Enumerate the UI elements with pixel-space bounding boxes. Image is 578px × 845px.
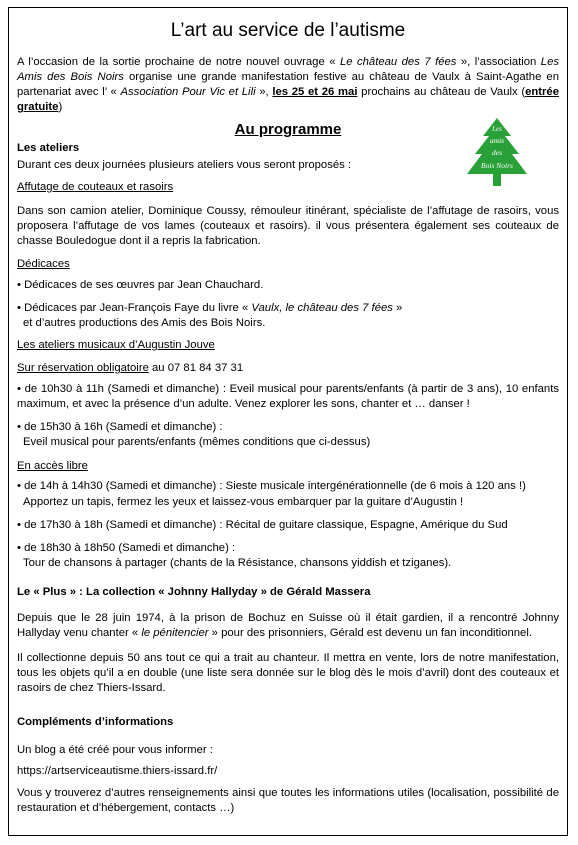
book-title: Le château des 7 fées [339,56,457,68]
plus-text: » pour des prisonniers, Gérald est devenu un fan inconditionnel. [208,627,532,639]
plus-heading: Le « Plus » : La collection « Johnny Hallyday » de Gérald Massera [17,586,371,598]
ateliers-intro: Durant ces deux journées plusieurs ateliers vous seront proposés : [17,159,352,171]
blog-url[interactable]: https://artserviceautisme.thiers-issard.fr/ [17,765,218,777]
complements-heading: Compléments d’informations [17,716,174,728]
intro-text: organise une grande manifestation festive au château de Vaulx à Saint-Agathe en partenariat avec l’ « [17,71,559,98]
libre-item: • de 17h30 à 18h (Samedi et dimanche) : Récital de guitare classique, Espagne, Amérique du Sud [17,519,508,531]
reservation-phone: au 07 81 84 37 31 [148,362,244,374]
intro-paragraph [17,55,559,115]
dedicace-text: • Dédicaces par Jean-François Faye du livre « [17,302,252,314]
intro-text: ) [58,101,63,113]
reservation-line [17,361,559,376]
affutage-text: Dans son camion atelier, Dominique Coussy, rémouleur itinérant, spécialiste de l’affutage de rasoirs, vous proposera l’affutage de vos lames (couteaux et rasoirs). il vous présentera également ses couteaux de chasse Bouledogue dont il a repris la fabrication. [17,205,559,247]
page-title: L’art au service de l’autisme [170,20,406,41]
intro-text: », l’association [456,56,541,68]
free-entry: entrée gratuite [17,86,560,113]
book-title: Vaulx, le château des 7 fées [251,302,393,314]
plus-text: Depuis que le 28 juin 1974, à la prison de Bochuz en Suisse où il était gardien, il a rencontré Johnny Hallyday venu chanter « [17,612,559,639]
musical-item-cont: Eveil musical pour parents/enfants (mêmes conditions que ci-dessus) [23,436,371,448]
dedicace-item: • Dédicaces de ses œuvres par Jean Chauchard. [17,279,264,291]
libre-item-cont: Tour de chansons à partager (chants de la Résistance, chansons yiddish et tziganes). [23,557,452,569]
blog-line: Un blog a été créé pour vous informer : [17,744,213,756]
intro-text: A l’occasion de la sortie prochaine de notre nouvel ouvrage « [17,56,340,68]
libre-item: • de 14h à 14h30 (Samedi et dimanche) : Sieste musicale intergénérationnelle (de 6 mois à 120 ans !) [17,480,526,492]
complements-text: Vous y trouverez d’autres renseignements ainsi que toutes les informations utiles (localisation, possibilité de restauration et d’hébergement, contacts …) [17,787,559,814]
logo-line3: des [492,148,502,157]
ateliers-heading: Les ateliers [17,142,80,154]
dedicace-item-cont: et d’autres productions des Amis des Bois Noirs. [23,317,266,329]
program-heading: Au programme [234,121,342,138]
intro-text: prochains au château de Vaulx ( [357,86,526,98]
plus-paragraph [17,611,559,641]
logo-line2: amis [489,136,505,145]
musical-item: • de 10h30 à 11h (Samedi et dimanche) : Eveil musical pour parents/enfants (à partir de 3 ans), 10 enfants maximum, et avec la présence d’un adulte. Venez explorer les sons, chanter et … danser ! [17,383,559,410]
reservation-label: Sur réservation obligatoire [17,362,149,374]
intro-text: », [255,86,273,98]
logo-line1: Les [492,125,502,133]
association-name: Les Amis des Bois Noirs [17,56,560,83]
document-page [8,7,568,836]
libre-item: • de 18h30 à 18h50 (Samedi et dimanche) : [17,542,236,554]
libre-heading: En accès libre [17,460,88,472]
dedicace-item [17,301,559,316]
affutage-heading: Affutage de couteaux et rasoirs [17,181,174,193]
libre-item-cont: Apportez un tapis, fermez les yeux et laissez-vous embarquer par la guitare d’Augustin ! [23,496,464,508]
dedicaces-heading: Dédicaces [17,258,70,270]
musical-item: • de 15h30 à 16h (Samedi et dimanche) : [17,421,223,433]
logo-line4: Bois Noirs [481,161,513,170]
song-title: le pénitencier [141,627,209,639]
musicaux-heading: Les ateliers musicaux d’Augustin Jouve [17,339,215,351]
plus-paragraph: Il collectionne depuis 50 ans tout ce qui a trait au chanteur. Il mettra en vente, lors de notre manifestation, tous les objets qu’il a en double (une liste sera donnée sur le blog dès le mois d’avril) dont des couteaux et rasoirs de chez Thiers-Issard. [17,652,559,694]
event-dates: les 25 et 26 mai [272,86,358,98]
partner-name: Association Pour Vic et Lili [120,86,256,98]
dedicace-text: » [392,302,403,314]
